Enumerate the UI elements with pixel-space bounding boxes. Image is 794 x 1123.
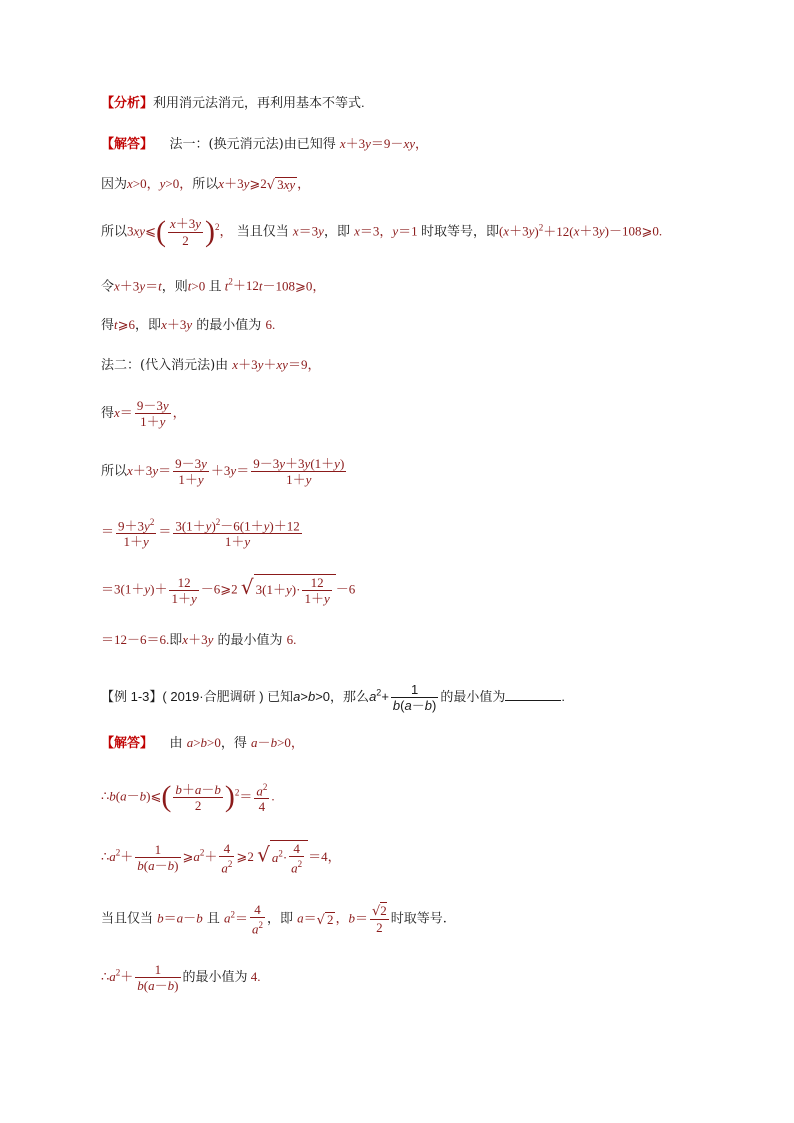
solution-line-3: 所以3xy⩽( $\frac{x+3y}{2}$ )$^2$， 当且仅当 x＝3y，即 x＝3，y＝1 时取等号，即$(x+3y)^2+12(x+3y)-108⩾0$.	[101, 215, 663, 248]
text-so3: 所以	[101, 464, 128, 479]
solution-line-1: 【解答】 法一：(换元消元法)由已知得 x＋3y＝9－xy，	[101, 136, 428, 152]
analysis-text: 利用消元法消元，再利用基本不等式.	[153, 95, 365, 110]
solution2-line-4: 当且仅当 b＝a－b 且 $a^2=$ $\frac{4}{a^2}$ ，即 a＝√ 2 ，b＝ $\frac{√2}{2}$ 时取等号.	[101, 902, 447, 937]
example-end: 的最小值为	[440, 688, 506, 704]
text-get2: 得	[101, 406, 115, 421]
solution-line-6: 法二：(代入消元法)由 x＋3y＋xy＝9，	[101, 357, 321, 373]
solution-line-11: ＝12－6＝6.即x＋3y 的最小值为 6.	[101, 632, 297, 648]
text-because: 因为	[101, 177, 128, 192]
solution2-line-1: 【解答】 由 a>b>0，得 a－b>0，	[101, 735, 304, 751]
example-mid: ，那么	[330, 688, 370, 704]
text-min2: 的最小值为	[217, 633, 283, 648]
text-min3: 的最小值为	[182, 970, 248, 985]
text-ie3: 即	[169, 633, 183, 648]
sqrt-3xy: √ 3xy	[266, 177, 296, 193]
text-so: 所以	[192, 177, 219, 192]
solution-line-7: 得x＝ $\frac{9-3y}{1+y}$ ，	[101, 398, 186, 429]
text-from: 由	[169, 736, 183, 751]
text-ie2: ，即	[135, 318, 162, 333]
solution-line-8: 所以x＋3y＝ $\frac{9-3y}{1+y}$ ＋3y＝ $\frac{9-3y+3y(1+y)}{1+y}$	[101, 456, 345, 487]
method2-text: 法二：(代入消元法)由	[101, 358, 229, 373]
fraction: $\frac{x+3y}{2}$	[169, 216, 202, 248]
solution2-tag: 【解答】	[101, 735, 154, 750]
equation: x	[339, 136, 346, 151]
text-and: 且	[208, 279, 222, 295]
example-line: 【例 1-3】( 2019·合肥调研 ) 已知a>b>0，那么$a^2+$ $\frac{1}{b(a-b)}$ 的最小值为 .	[101, 682, 565, 713]
analysis-tag: 【分析】	[101, 95, 154, 110]
text-min: 的最小值为	[196, 318, 262, 333]
text-let: 令	[101, 279, 115, 295]
example-tag: 【例 1-3】	[101, 688, 163, 704]
solution2-line-5: $\therefore a^2+$ $\frac{1}{b(a-b)}$ 的最小值为 4.	[101, 962, 261, 993]
solution-line-2: 因为x>0，y>0，所以x＋3y⩾2√ 3xy ，	[101, 176, 311, 193]
solution-line-10: ＝3(1＋y)＋ $\frac{12}{1+y}$ －6⩾2 √ 3(1＋y)· $\frac{12}{1+y}$ －6	[101, 574, 356, 606]
text-then: ，则	[161, 279, 188, 295]
text-and2: 且	[206, 911, 220, 927]
solution2-line-2: ∴b(a－b)⩽( $\frac{b+a-b}{2}$ )$^2$＝ $\frac{a^2}{4}$ .	[101, 780, 275, 815]
solution-line-4: 令x＋3y＝t，则t>0 且 $t^2+12t-108⩾0$，	[101, 277, 326, 295]
text-ie4: ，即	[267, 911, 294, 927]
solution-line-9: ＝ $\frac{9+3y^2}{1+y}$ ＝ $\frac{3(1+y)^2-6(1+y)+12}{1+y}$	[101, 517, 300, 550]
text-get: 得	[101, 318, 115, 333]
answer-blank[interactable]	[505, 688, 561, 701]
solution2-line-3: $\therefore a^2+$ $\frac{1}{b(a-b)}$ $⩾a^2+$ $\frac{4}{a^2}$ ⩾2 √ $a^2\cdot$ $\frac{4}{a^2}$ ＝4，	[101, 840, 341, 876]
text-when: 时取等号.	[390, 911, 447, 927]
method1-text: 法一：(换元消元法)由已知得	[169, 137, 336, 152]
analysis-line	[101, 96, 365, 110]
solution-line-5: 得t⩾6，即x＋3y 的最小值为 6.	[101, 317, 276, 333]
example-source: ( 2019·合肥调研 ) 已知	[162, 688, 294, 704]
solution-tag: 【解答】	[101, 136, 154, 151]
text-iff: 当且仅当	[236, 224, 289, 240]
text-iff2: 当且仅当	[101, 911, 154, 927]
text-get3: ，得	[220, 736, 247, 751]
text-equality: 时取等号，即	[420, 224, 499, 240]
text-so2: 所以	[101, 224, 128, 240]
text-ie: ，即	[323, 224, 350, 240]
